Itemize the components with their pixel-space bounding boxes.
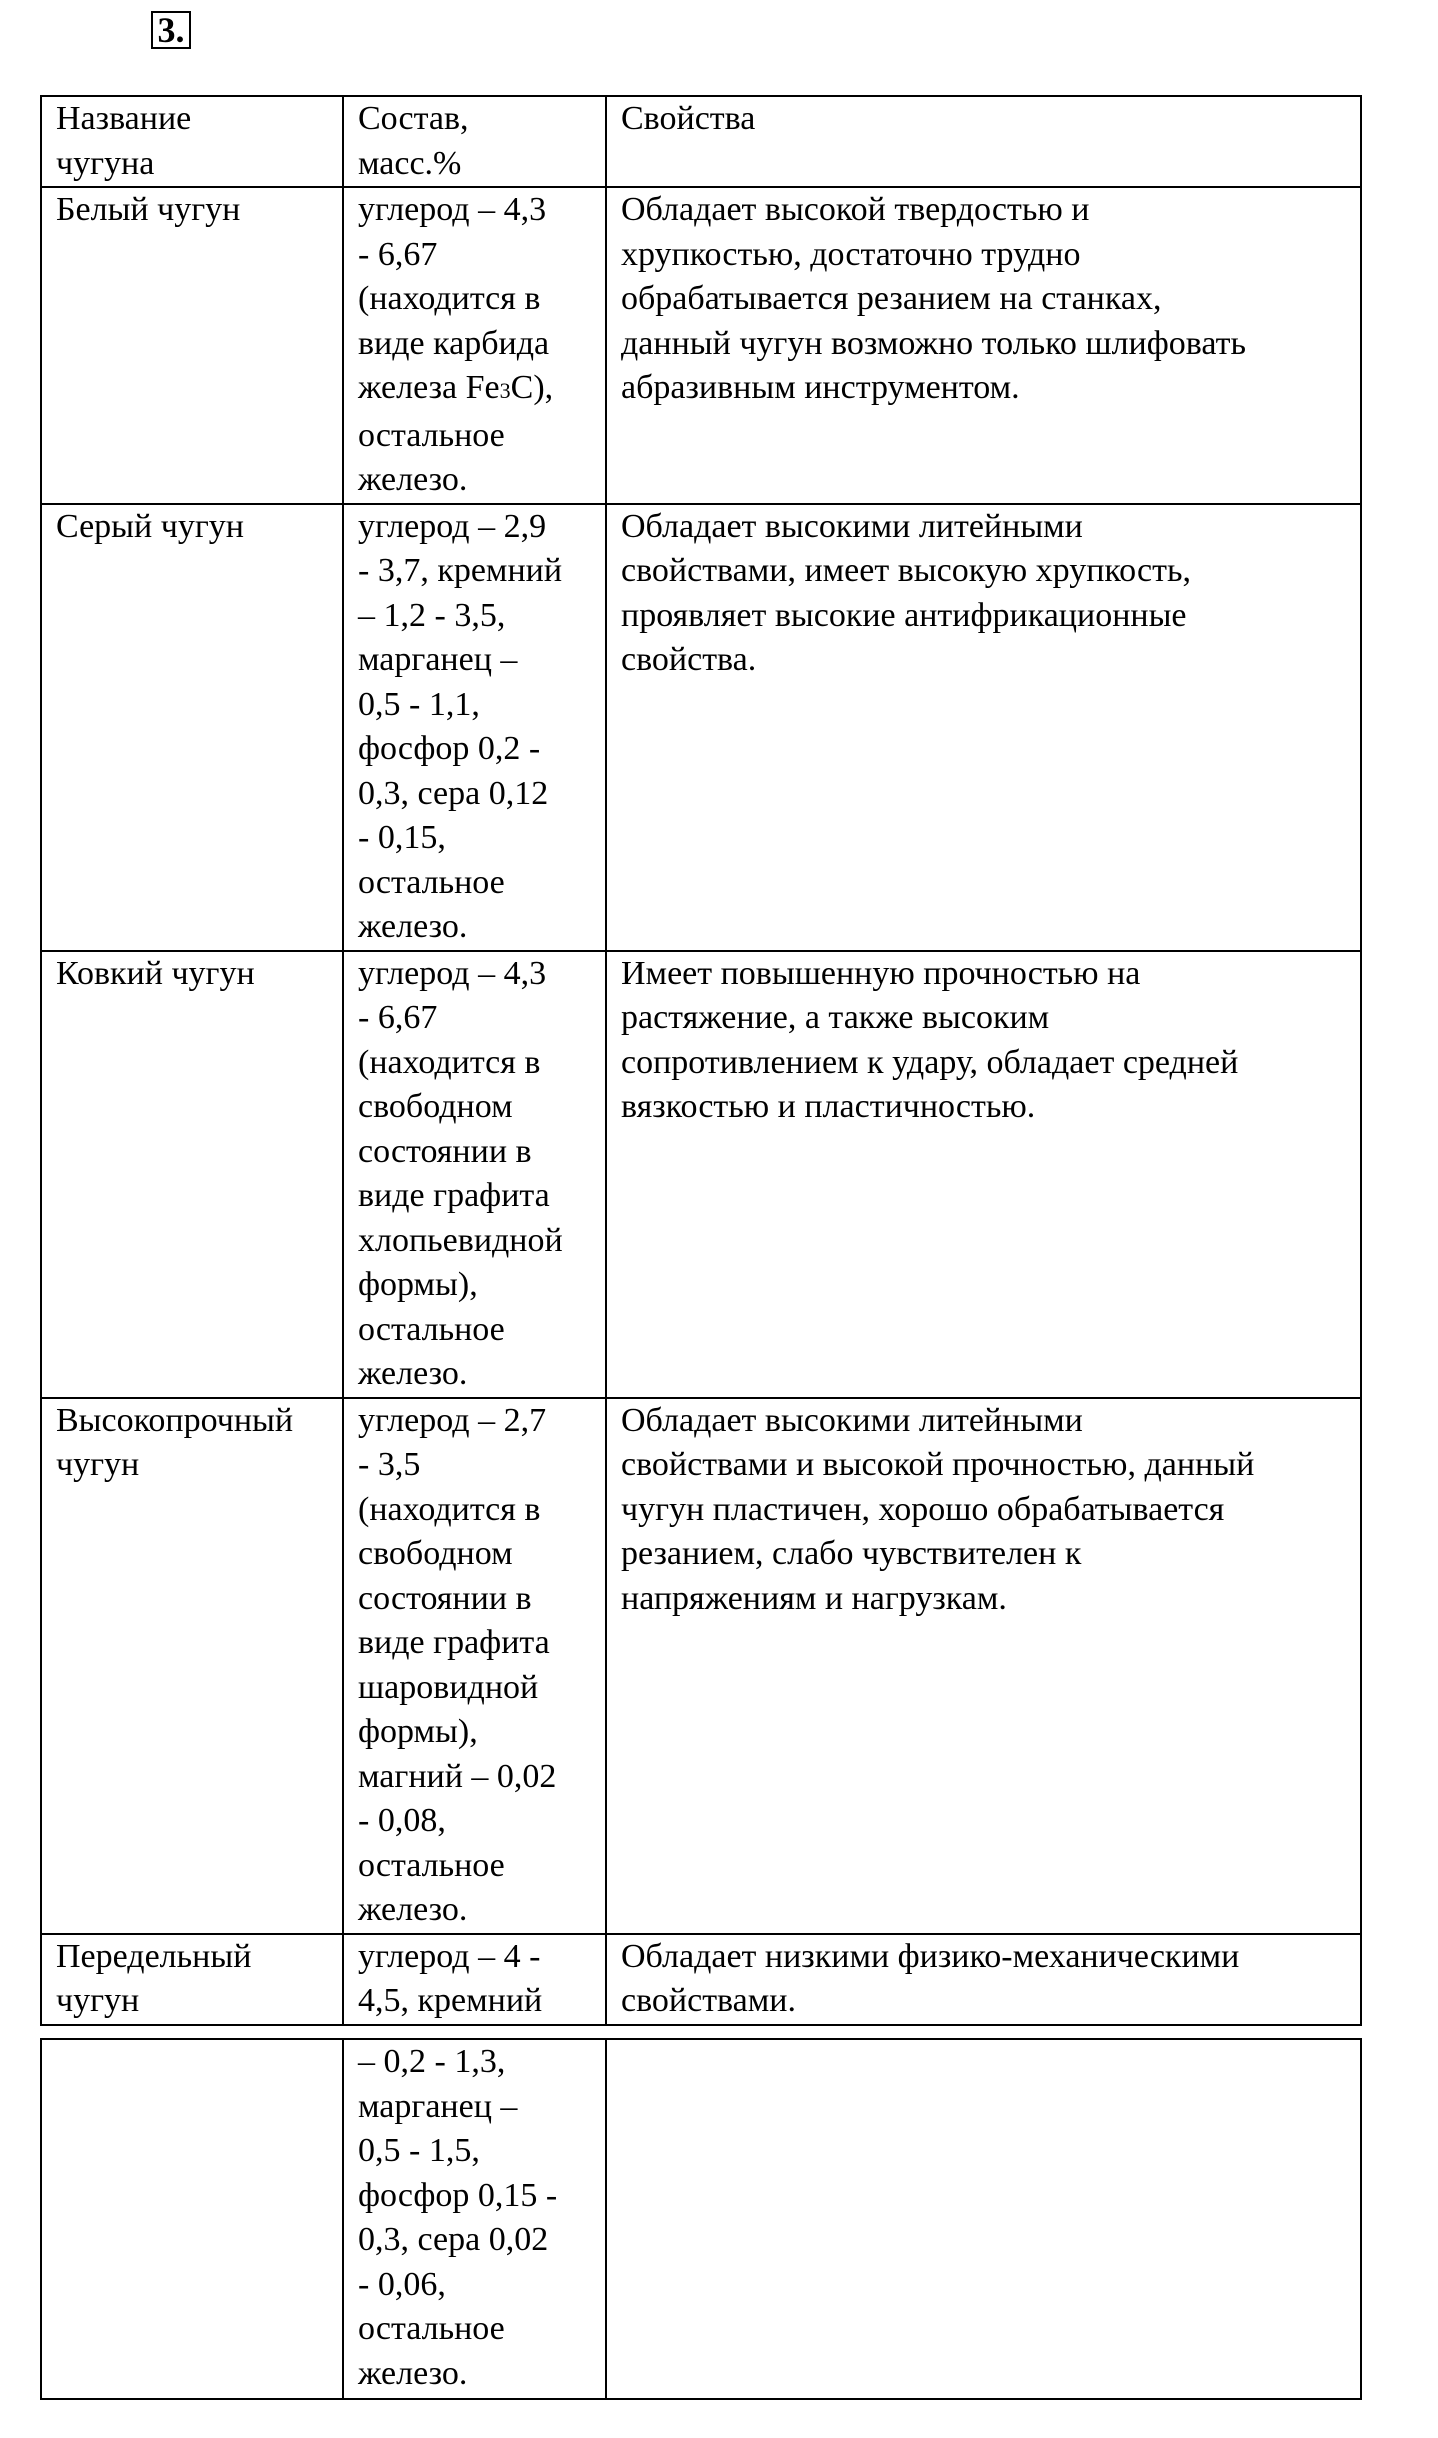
subscript: 3 [499,378,511,403]
cell-composition: углерод – 4,3 - 6,67 (находится в свободном состоянии в виде графита хлопьевидной формы), остальное железо. [343,951,606,1398]
table-row [41,1398,1361,1934]
cell-properties: Обладает высокой твердостью и хрупкостью, достаточно трудно обрабатывается резанием на станках, данный чугун возможно только шлифовать абразивным инструментом. [606,187,1361,504]
cell-name: Серый чугун [41,504,343,951]
task-number: 3. [151,11,191,49]
header-name: Название чугуна [41,96,343,187]
cell-composition [343,187,606,504]
header-properties: Свойства [606,96,1361,187]
cell-name [41,2039,343,2399]
cell-properties: Обладает высокими литейными свойствами, имеет высокую хрупкость, проявляет высокие антифрикационные свойства. [606,504,1361,951]
cell-properties: Обладает высокими литейными свойствами и высокой прочностью, данный чугун пластичен, хорошо обрабатывается резанием, слабо чувствителен к напряжениям и нагрузкам. [606,1398,1361,1934]
table-row [41,187,1361,504]
cell-name: Белый чугун [41,187,343,504]
cell-properties: Имеет повышенную прочностью на растяжение, а также высоким сопротивлением к удару, обладает средней вязкостью и пластичностью. [606,951,1361,1398]
cell-composition: углерод – 4 - 4,5, кремний [343,1934,606,2025]
header-composition: Состав, масс.% [343,96,606,187]
cast-iron-table-continuation [40,2038,1362,2400]
table-row [41,2039,1361,2399]
composition-text: углерод – 4,3 - 6,67 (находится в виде карбида железа Fe [358,191,550,406]
table-header-row [41,96,1361,187]
cell-composition: углерод – 2,7 - 3,5 (находится в свободном состоянии в виде графита шаровидной формы), магний – 0,02 - 0,08, остальное железо. [343,1398,606,1934]
table-row [41,951,1361,1398]
cell-properties: Обладает низкими физико-механическими свойствами. [606,1934,1361,2025]
cell-name: Высокопрочный чугун [41,1398,343,1934]
table-row [41,1934,1361,2025]
table-row [41,504,1361,951]
composition-text: С), остальное железо. [358,369,554,498]
cast-iron-table [40,95,1362,2026]
cell-properties [606,2039,1361,2399]
cell-name: Ковкий чугун [41,951,343,1398]
cell-name: Передельный чугун [41,1934,343,2025]
cell-composition: – 0,2 - 1,3, марганец – 0,5 - 1,5, фосфор 0,15 - 0,3, сера 0,02 - 0,06, остальное железо. [343,2039,606,2399]
cell-composition: углерод – 2,9 - 3,7, кремний – 1,2 - 3,5, марганец – 0,5 - 1,1, фосфор 0,2 - 0,3, сера 0,12 - 0,15, остальное железо. [343,504,606,951]
